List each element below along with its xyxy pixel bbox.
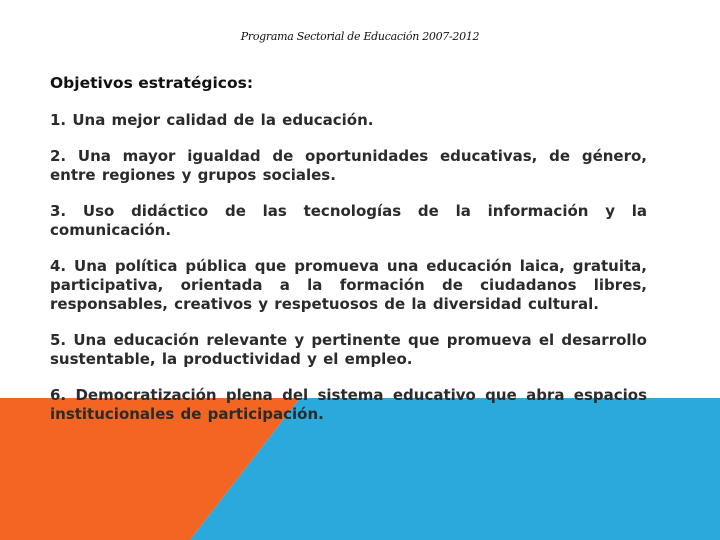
objective-item: 4. Una política pública que promueva una educación laica, gratuita, participativa, orientada a la formación de ciudadanos libres, responsables, creativos y respetuosos de la diversidad cultural.	[50, 257, 647, 313]
objective-item: 2. Una mayor igualdad de oportunidades educativas, de género, entre regiones y grupos sociales.	[50, 147, 647, 184]
objective-item: 6. Democratización plena del sistema educativo que abra espacios institucionales de participación.	[50, 386, 647, 423]
objective-item: 1. Una mejor calidad de la educación.	[50, 111, 374, 129]
objectives-heading: Objetivos estratégicos:	[50, 74, 254, 92]
slide-content	[50, 74, 647, 441]
objective-item: 3. Uso didáctico de las tecnologías de la información y la comunicación.	[50, 202, 647, 239]
slide-subtitle: Programa Sectorial de Educación 2007-2012	[240, 30, 480, 43]
objective-item: 5. Una educación relevante y pertinente que promueva el desarrollo sustentable, la productividad y el empleo.	[50, 331, 647, 368]
